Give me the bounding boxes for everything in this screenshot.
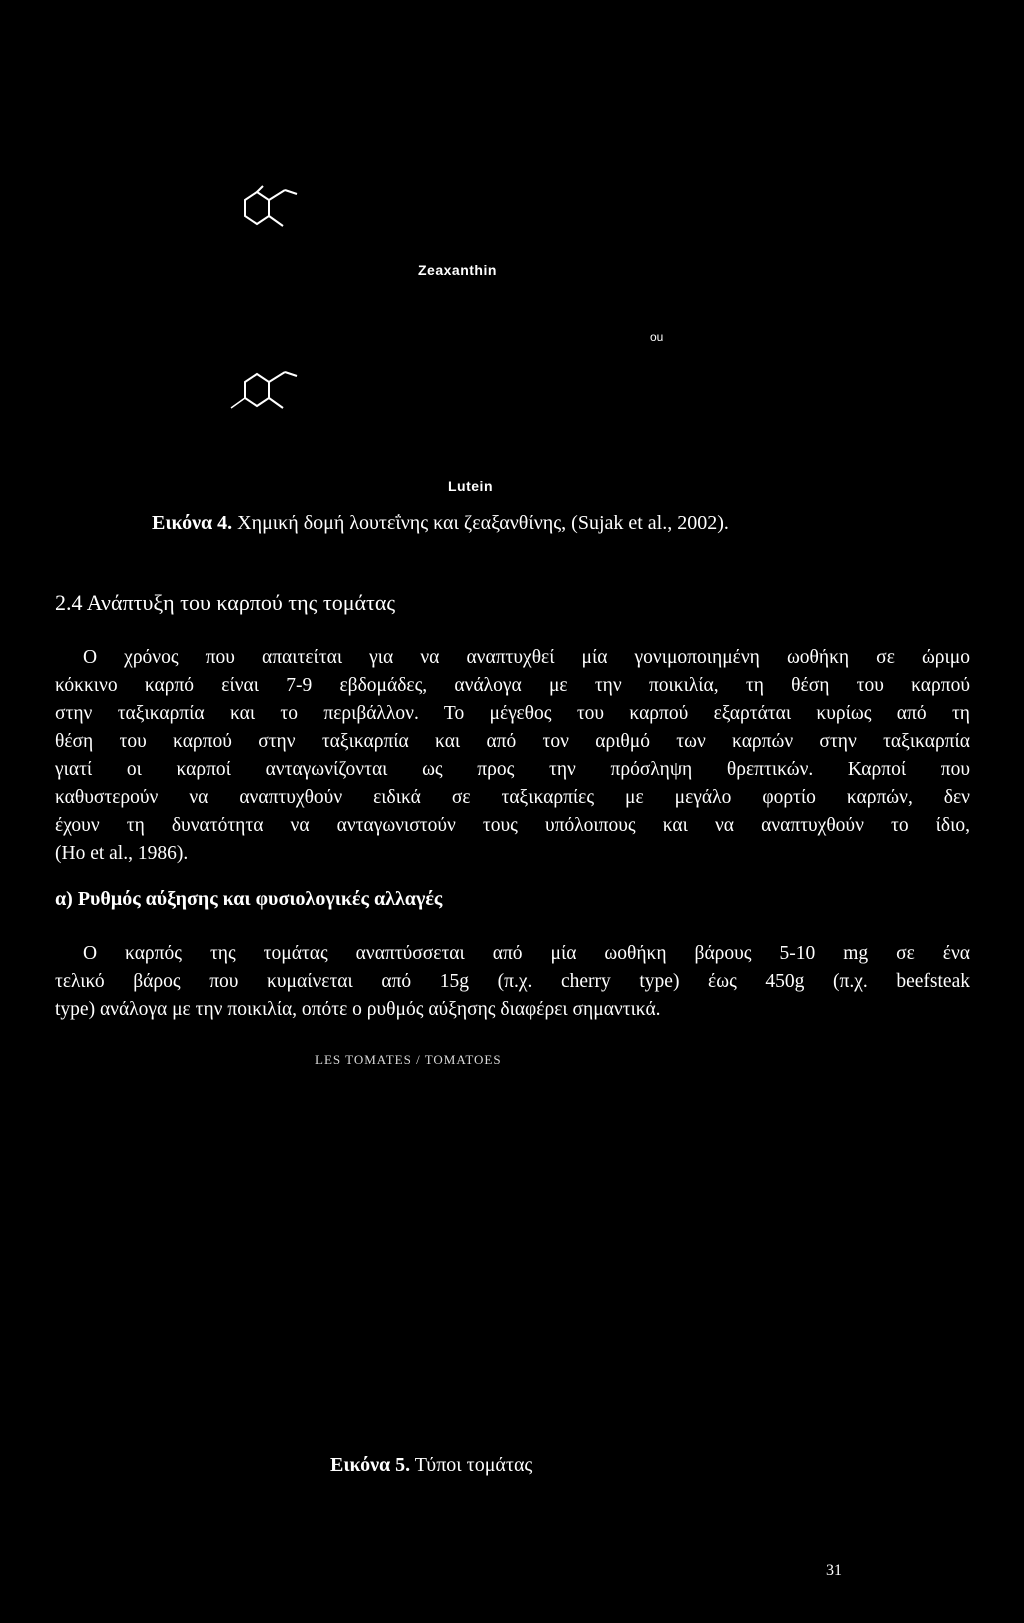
paragraph-1-line: κόκκινο καρπό είναι 7-9 εβδομάδες, ανάλογα με την ποικιλία, τη θέση του καρπού [55,675,970,696]
paragraph-1-line: θέση του καρπού στην ταξικαρπία και από τον αριθμό των καρπών στην ταξικαρπία [55,731,970,752]
figure5-caption [330,1454,532,1477]
figure4-caption-text: Χημική δομή λουτεΐνης και ζεαξανθίνης, (Sujak et al., 2002). [232,512,729,534]
paragraph-1 [55,644,970,868]
paragraph-2-line: type) ανάλογα με την ποικιλία, οπότε ο ρυθμός αύξησης διαφέρει σημαντικά. [55,999,661,1020]
paragraph-1-line: καθυστερούν να αναπτυχθούν ειδικά σε ταξικαρπίες με μεγάλο φορτίο καρπών, δεν [55,787,970,808]
paragraph-1-line: Ο χρόνος που απαιτείται για να αναπτυχθεί μία γονιμοποιημένη ωοθήκη σε ώριμο [83,647,970,668]
figure5-caption-text: Τύποι τομάτας [410,1454,533,1476]
lutein-structure-icon [225,368,305,418]
paragraph-1-line: (Ho et al., 1986). [55,843,189,864]
paragraph-1-line: στην ταξικαρπία και το περιβάλλον. Το μέγεθος του καρπού εξαρτάται κυρίως από τη [55,703,970,724]
paragraph-2 [55,940,970,1024]
figure4-caption [152,512,729,535]
figure5-image-caption: LES TOMATES / TOMATOES [315,1052,502,1067]
page-number: 31 [826,1562,842,1579]
section-heading: 2.4 Ανάπτυξη του καρπού της τομάτας [55,590,396,615]
paragraph-2-line: τελικό βάρος που κυμαίνεται από 15g (π.χ. cherry type) έως 450g (π.χ. beefsteak [55,971,970,992]
zeaxanthin-structure-icon [235,180,305,240]
lutein-label: Lutein [448,478,493,494]
oh-group-label: ou [650,330,664,344]
figure4-caption-prefix: Εικόνα 4. [152,512,233,534]
paragraph-1-line: έχουν τη δυνατότητα να ανταγωνιστούν τους υπόλοιπους και να αναπτυχθούν το ίδιο, [55,815,970,836]
paragraph-2-line: Ο καρπός της τομάτας αναπτύσσεται από μία ωοθήκη βάρους 5-10 mg σε ένα [83,943,970,964]
paragraph-1-line: γιατί οι καρποί ανταγωνίζονται ως προς την πρόσληψη θρεπτικών. Καρποί που [55,759,970,780]
figure5-caption-prefix: Εικόνα 5. [330,1454,411,1476]
zeaxanthin-label: Zeaxanthin [418,262,497,278]
subsection-heading: α) Ρυθμός αύξησης και φυσιολογικές αλλαγές [55,888,443,910]
